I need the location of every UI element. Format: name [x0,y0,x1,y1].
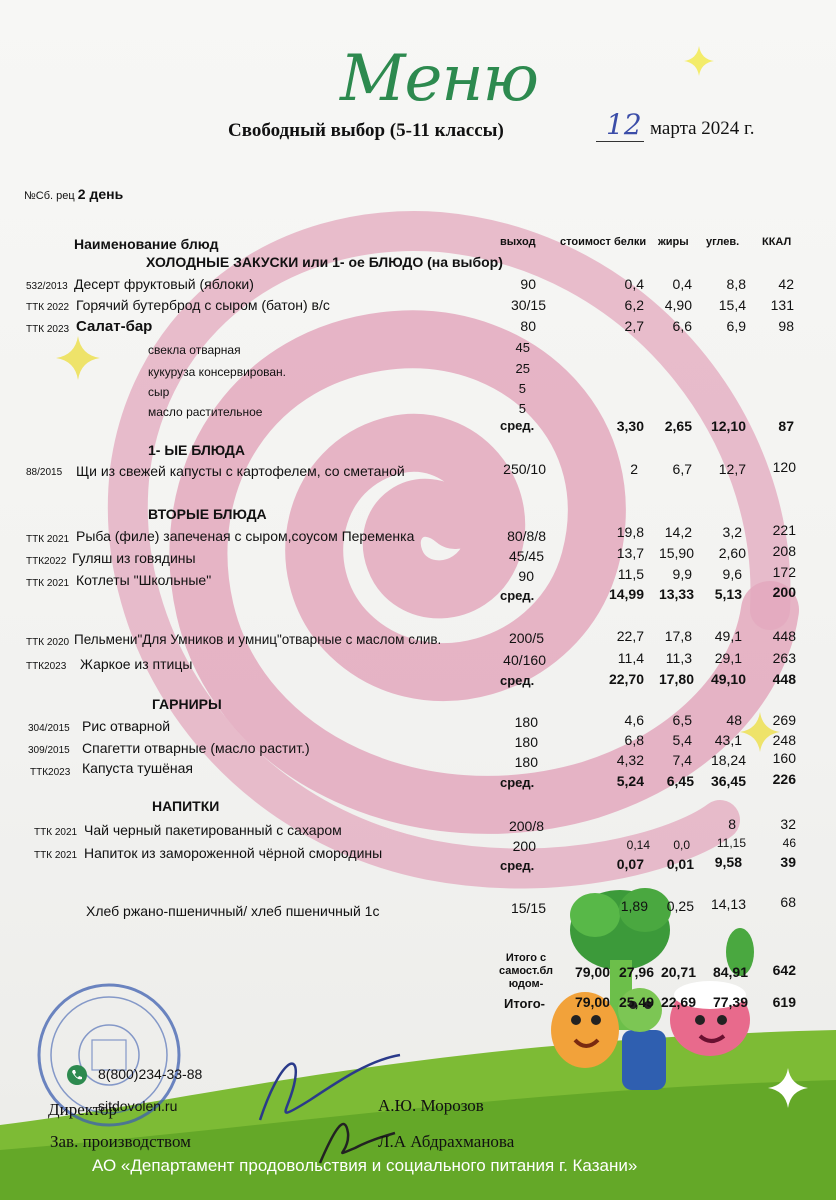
row-name: Спагетти отварные (масло растит.) [82,740,310,756]
row-fat: 15,90 [658,545,694,561]
row-name: Жаркое из птицы [80,656,193,672]
row-protein: 0,14 [626,838,650,852]
row-name: Хлеб ржано-пшеничный/ хлеб пшеничный 1с [86,903,380,919]
row-carbs: 48 [726,712,742,728]
row-average-label: сред. [500,673,535,688]
recipe-label: №Сб. рец [24,190,75,202]
row-name: Десерт фруктовый (яблоки) [74,276,254,292]
row-name: Салат-бар [76,318,153,335]
row-carbs: 2,60 [718,545,746,561]
row-kcal: 208 [772,543,796,559]
row-protein: 4,6 [624,712,644,728]
row-carbs: 8,8 [726,276,746,292]
row-fat: 6,6 [672,318,692,334]
row-fat: 13,33 [658,586,694,602]
total-fat: 22,69 [660,994,696,1010]
row-code: 532/2013 [26,281,68,292]
row-code: ТТК 2020 [26,637,70,648]
row-kcal: 160 [772,750,796,766]
row-kcal: 131 [770,297,794,313]
row-protein: 13,7 [616,545,644,561]
row-fat: 0,25 [666,898,694,914]
row-output: 200/8 [508,818,544,834]
row-code: ТТК 2023 [26,324,70,335]
total-kcal: 642 [772,962,796,978]
section-cold: ХОЛОДНЫЕ ЗАКУСКИ или 1- ое БЛЮДО (на выбор) [146,254,503,270]
row-name: Чай черный пакетированный с сахаром [84,822,342,838]
row-fat: 17,8 [664,628,692,644]
row-protein: 1,89 [620,898,648,914]
row-kcal: 172 [772,564,796,580]
row-output: 90 [520,276,536,292]
row-carbs: 12,10 [710,418,746,434]
sparkle-icon [56,336,100,380]
row-name: Капуста тушёная [82,760,193,776]
row-carbs: 9,6 [722,566,742,582]
row-code: 88/2015 [26,467,63,478]
row-fat: 4,90 [664,297,692,313]
row-fat: 0,01 [666,856,694,872]
row-name: Котлеты "Школьные" [76,572,212,588]
row-code: 304/2015 [28,723,70,734]
row-fat: 11,3 [665,650,692,666]
row-kcal: 120 [772,459,796,475]
row-output: 200/5 [508,630,544,646]
row-name: Пельмени"Для Умников и умниц"отварные с маслом слив. [74,632,442,647]
row-protein: 11,4 [617,650,644,666]
row-carbs: 18,24 [710,752,746,768]
row-protein: 19,8 [616,524,644,540]
row-code: ТТК 2021 [26,578,70,589]
row-fat: 14,2 [664,524,692,540]
row-output: 25 [515,361,530,376]
col-carbs-header: углев. [706,236,740,248]
row-carbs: 11,15 [716,836,746,850]
row-output: 45 [515,340,530,355]
phone-icon [66,1064,88,1086]
row-name: Гуляш из говядины [72,550,196,566]
row-kcal: 221 [772,522,796,538]
row-protein: 11,5 [617,566,644,582]
row-fat: 5,4 [672,732,692,748]
row-fat: 2,65 [664,418,692,434]
row-protein: 0,07 [616,856,644,872]
row-code: ТТК2023 [30,767,71,778]
row-protein: 5,24 [616,773,644,789]
row-kcal: 68 [780,894,796,910]
organization-name: АО «Департамент продовольствия и социального питания г. Казани» [92,1156,638,1175]
row-carbs: 3,2 [722,524,742,540]
row-output: 180 [514,714,538,730]
row-code: ТТК 2021 [26,534,70,545]
col-fat-header: жиры [658,236,689,248]
row-carbs: 9,58 [714,854,742,870]
sparkle-icon [684,46,714,76]
section-second: ВТОРЫЕ БЛЮДА [148,506,267,522]
row-carbs: 5,13 [714,586,742,602]
col-kcal-header: ККАЛ [762,236,792,248]
row-output: 250/10 [503,461,546,477]
manager-label: Зав. производством [50,1132,191,1151]
total-cost: 79,00 [574,964,610,980]
website: sitdovolen.ru [98,1098,178,1114]
row-average-label: сред. [500,858,535,873]
total-fat: 20,71 [660,964,696,980]
row-kcal: 98 [778,318,794,334]
row-name: сыр [148,385,170,399]
row-protein: 6,2 [624,297,644,313]
row-output: 5 [518,381,526,396]
col-name-header: Наименование блюд [74,236,219,252]
row-carbs: 8 [728,816,736,832]
row-carbs: 36,45 [710,773,746,789]
row-average-label: сред. [500,775,535,790]
row-output: 90 [518,568,534,584]
row-code: 309/2015 [28,745,70,756]
row-output: 45/45 [508,548,544,564]
total-protein: 27,96 [618,964,654,980]
row-protein: 4,32 [616,752,644,768]
row-name: масло растительное [148,405,263,419]
row-output: 180 [514,734,538,750]
row-kcal: 248 [772,732,796,748]
row-output: 15/15 [510,900,546,916]
total-cost: 79,00 [574,994,610,1010]
row-fat: 6,5 [672,712,692,728]
total-carbs: 84,91 [712,964,748,980]
row-protein: 2,7 [624,318,644,334]
date-underline [596,141,644,142]
row-protein: 6,8 [624,732,644,748]
row-name: Щи из свежей капусты с картофелем, со сметаной [76,463,405,479]
row-carbs: 12,7 [718,461,746,477]
row-fat: 7,4 [672,752,692,768]
row-name: Напиток из замороженной чёрной смородины [84,845,383,861]
row-output: 80/8/8 [507,528,546,544]
day-label: 2 день [77,186,124,202]
row-kcal: 448 [772,628,796,644]
row-code: ТТК2023 [26,661,67,672]
row-code: ТТК 2021 [34,850,78,861]
col-protein-header: белки [614,236,647,248]
row-protein: 22,70 [608,671,644,687]
row-carbs: 49,10 [710,671,746,687]
total-kcal: 619 [772,994,796,1010]
row-kcal: 200 [772,584,796,600]
row-output: 80 [520,318,536,334]
row-kcal: 87 [778,418,794,434]
row-carbs: 14,13 [710,896,746,912]
row-fat: 0,4 [672,276,692,292]
total-carbs: 77,39 [712,994,748,1010]
col-output-header: выход [500,236,536,248]
row-code: ТТК 2021 [34,827,78,838]
director-name: А.Ю. Морозов [378,1096,484,1115]
row-fat: 6,45 [666,773,694,789]
row-name: свекла отварная [148,343,241,357]
row-name: Горячий бутерброд с сыром (батон) в/с [76,297,330,313]
row-protein: 3,30 [616,418,644,434]
total-label-with-self: Итого с самост.бл юдом- [498,952,554,990]
row-carbs: 43,1 [714,732,742,748]
row-average-label: сред. [500,418,535,433]
date-day: 12 [606,108,642,141]
row-kcal: 32 [780,816,796,832]
section-garnish: ГАРНИРЫ [152,696,222,712]
phone-number: 8(800)234-33-88 [98,1066,203,1082]
row-kcal: 46 [782,836,796,850]
recipe-number-label [24,186,123,202]
row-kcal: 39 [780,854,796,870]
row-kcal: 263 [772,650,796,666]
row-protein: 14,99 [608,586,644,602]
row-kcal: 226 [772,771,796,787]
row-carbs: 49,1 [714,628,742,644]
row-code: ТТК2022 [26,556,67,567]
row-carbs: 6,9 [726,318,746,334]
director-label: Директор [48,1100,117,1119]
date-suffix: марта 2024 г. [650,118,755,139]
row-kcal: 269 [772,712,796,728]
total-protein: 25,49 [618,994,654,1010]
row-fat: 6,7 [672,461,692,477]
row-kcal: 42 [778,276,794,292]
row-carbs: 29,1 [714,650,742,666]
page-title: Меню [340,42,538,116]
row-fat: 17,80 [658,671,694,687]
row-output: 30/15 [510,297,546,313]
row-protein: 2 [630,461,638,477]
section-first: 1- ЫЕ БЛЮДА [148,442,245,458]
row-output: 40/160 [503,652,546,668]
section-drinks: НАПИТКИ [152,798,220,814]
col-cost-header: стоимост [560,236,611,248]
row-name: кукуруза консервирован. [148,365,287,379]
page-subtitle: Свободный выбор (5-11 классы) [228,120,504,141]
row-protein: 0,4 [624,276,644,292]
row-protein: 22,7 [616,628,644,644]
row-average-label: сред. [500,588,535,603]
row-fat: 9,9 [672,566,692,582]
row-output: 180 [514,754,538,770]
row-output: 200 [512,838,536,854]
row-code: ТТК 2022 [26,302,70,313]
row-fat: 0,0 [673,838,690,852]
row-output: 5 [518,401,526,416]
row-name: Рыба (филе) запеченая с сыром,соусом Переменка [76,528,415,544]
row-kcal: 448 [772,671,796,687]
row-name: Рис отварной [82,718,171,734]
manager-name: Л.А Абдрахманова [378,1132,515,1151]
row-carbs: 15,4 [718,297,746,313]
total-label: Итого- [504,996,545,1011]
